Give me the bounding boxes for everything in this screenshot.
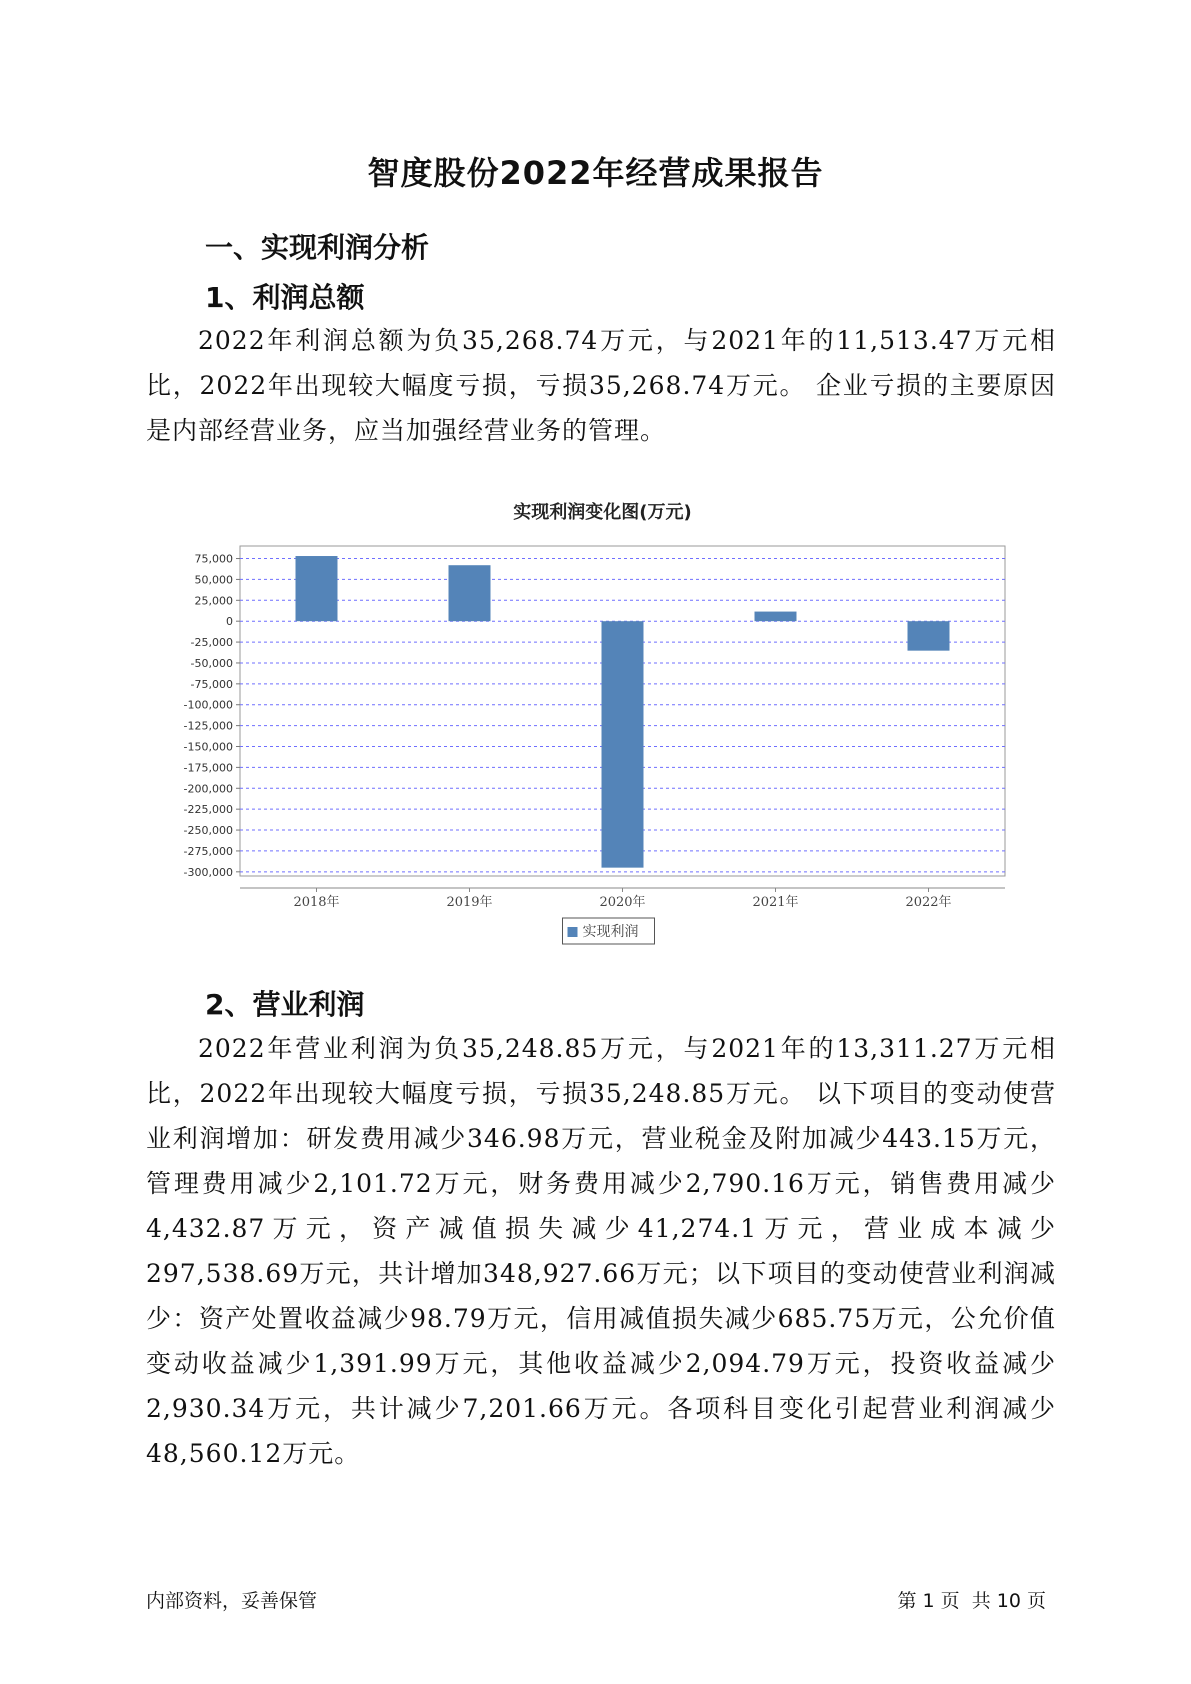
x-tick-label: 2022年 — [905, 895, 952, 910]
subsection-heading-profit-total: 1、利润总额 — [205, 281, 365, 314]
y-tick-label: 75,000 — [194, 552, 233, 566]
x-tick-label: 2020年 — [599, 895, 646, 910]
y-tick-label: -300,000 — [183, 865, 233, 879]
y-tick-label: -75,000 — [190, 677, 233, 691]
paragraph-operating-profit: 2022年营业利润为负35,248.85万元，与2021年的13,311.27万元相比，2022年出现较大幅度亏损，亏损35,248.85万元。 以下项目的变动使营业利润增加：研发费用减少346.98万元，营业税金及附加减少443.15万元，管理费用减少2,101.72万元，财务费用减少2,790.16万元，销售费用减少4,432.87万元，资产减值损失减少41,274.1万元，营业成本减少297,538.69万元，共计增加348,927.66万元；以下项目的变动使营业利润减少：资产处置收益减少98.79万元，信用减值损失减少685.75万元，公允价值变动收益减少1,391.99万元，其他收益减少2,094.79万元，投资收益减少2,930.34万元，共计减少7,201.66万元。各项科目变化引起营业利润减少48,560.12万元。 — [146, 1034, 1056, 1468]
y-tick-label: -125,000 — [183, 719, 233, 733]
y-tick-label: 50,000 — [194, 573, 233, 587]
y-tick-label: -225,000 — [183, 803, 233, 817]
y-tick-label: -275,000 — [183, 844, 233, 858]
bar-2018年 — [296, 556, 338, 621]
y-tick-label: -50,000 — [190, 656, 233, 670]
bar-2021年 — [755, 612, 797, 622]
bar-2020年 — [602, 621, 644, 867]
y-tick-label: -175,000 — [183, 761, 233, 775]
footer-confidential: 内部资料，妥善保管 — [146, 1590, 318, 1612]
y-tick-label: 0 — [226, 615, 233, 629]
x-tick-label: 2018年 — [293, 895, 340, 910]
chart-title: 实现利润变化图(万元) — [513, 502, 692, 523]
paragraph-profit-total: 2022年利润总额为负35,268.74万元，与2021年的11,513.47万元相比，2022年出现较大幅度亏损，亏损35,268.74万元。 企业亏损的主要原因是内部经营业务，应当加强经营业务的管理。 — [146, 326, 1056, 445]
x-tick-label: 2021年 — [752, 895, 799, 910]
section-heading: 一、实现利润分析 — [205, 231, 430, 264]
y-tick-label: -100,000 — [183, 698, 233, 712]
subsection-heading-operating-profit: 2、营业利润 — [205, 988, 365, 1021]
x-tick-label: 2019年 — [446, 895, 493, 910]
y-tick-label: -200,000 — [183, 782, 233, 796]
profit-change-chart — [160, 498, 1020, 948]
y-tick-label: 25,000 — [194, 594, 233, 608]
y-tick-label: -25,000 — [190, 636, 233, 650]
footer-page-number: 第 1 页 共 10 页 — [897, 1590, 1046, 1612]
bar-2019年 — [449, 565, 491, 621]
y-tick-label: -150,000 — [183, 740, 233, 754]
page-title: 智度股份2022年经营成果报告 — [367, 154, 824, 192]
bar-2022年 — [908, 621, 950, 650]
legend-label: 实现利润 — [582, 924, 639, 940]
y-tick-label: -250,000 — [183, 824, 233, 838]
legend-swatch — [568, 927, 578, 937]
